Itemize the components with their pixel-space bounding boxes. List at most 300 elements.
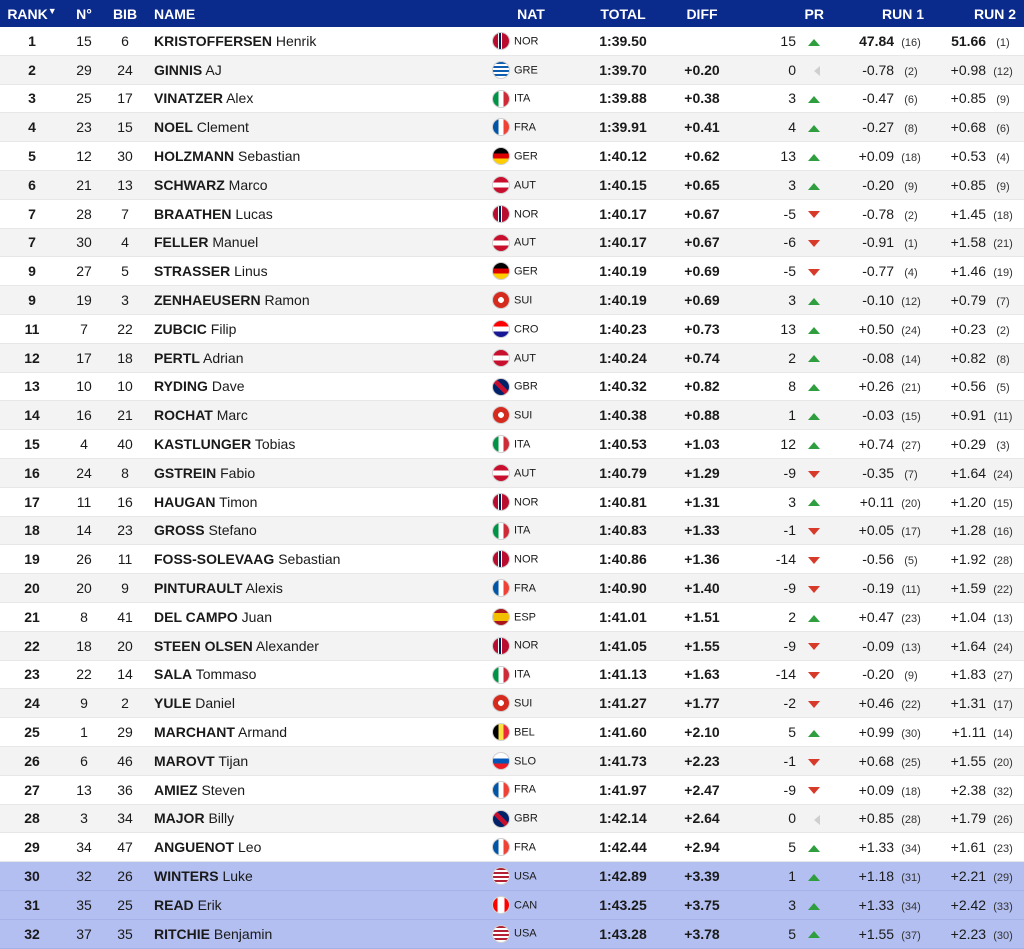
athlete-last-name: GSTREIN	[154, 464, 217, 481]
position-change-value: -9	[783, 580, 796, 597]
nation-code: ITA	[514, 92, 531, 105]
run1-time: +1.18	[858, 868, 895, 884]
run2-rank: (26)	[993, 814, 1013, 827]
run1-cell	[834, 833, 932, 862]
flag-icon	[492, 694, 510, 712]
header-nat[interactable]: NAT	[482, 0, 580, 27]
bib-cell: 17	[104, 84, 146, 113]
athlete-first-name: Armand	[238, 724, 288, 741]
athlete-first-name: Steven	[201, 781, 246, 798]
bib-cell: 35	[104, 919, 146, 948]
athlete-name-cell[interactable]	[146, 487, 482, 516]
nation-code: GRE	[514, 63, 538, 76]
bib-cell: 46	[104, 746, 146, 775]
bib-cell: 16	[104, 487, 146, 516]
position-change-value: -2	[783, 695, 796, 712]
athlete-name-cell[interactable]	[146, 631, 482, 660]
athlete-name-cell[interactable]	[146, 430, 482, 459]
athlete-first-name: Fabio	[220, 464, 256, 481]
trend-up-icon	[808, 413, 820, 420]
athlete-name-cell[interactable]	[146, 602, 482, 631]
run1-time: -0.78	[862, 205, 895, 222]
run1-time: 47.84	[859, 32, 895, 49]
nation-code: NOR	[514, 207, 539, 220]
nation-cell	[482, 833, 580, 862]
run2-cell	[932, 55, 1024, 84]
run2-time: +1.79	[950, 810, 987, 827]
run2-cell	[932, 862, 1024, 891]
flag-icon	[492, 493, 510, 511]
run2-rank: (16)	[993, 526, 1013, 539]
run1-cell	[834, 746, 932, 775]
rank-cell: 25	[0, 718, 64, 747]
position-change-value: -9	[783, 637, 796, 654]
table-row[interactable]	[0, 574, 1024, 603]
athlete-last-name: HOLZMANN	[154, 148, 235, 165]
athlete-first-name: Daniel	[195, 695, 235, 712]
total-time-cell: 1:40.19	[580, 286, 666, 315]
table-row[interactable]	[0, 631, 1024, 660]
table-row[interactable]	[0, 833, 1024, 862]
run1-rank: (34)	[901, 900, 921, 913]
position-change-value: -9	[783, 464, 796, 481]
nation-cell	[482, 55, 580, 84]
table-row[interactable]	[0, 545, 1024, 574]
run2-time: +1.46	[950, 263, 987, 280]
run2-rank: (11)	[993, 411, 1013, 424]
position-change-value: 13	[780, 148, 796, 165]
athlete-name-cell[interactable]	[146, 746, 482, 775]
athlete-first-name: Billy	[208, 810, 235, 827]
total-time-cell: 1:41.01	[580, 602, 666, 631]
total-time-cell: 1:40.23	[580, 314, 666, 343]
nation-cell	[482, 199, 580, 228]
athlete-first-name: Benjamin	[213, 925, 273, 942]
flag-icon	[492, 320, 510, 338]
athlete-last-name: SCHWARZ	[154, 176, 225, 193]
trend-same-icon	[814, 66, 820, 76]
bib-cell: 9	[104, 574, 146, 603]
nation-code: BEL	[514, 726, 535, 739]
position-change-value: -1	[783, 522, 796, 539]
run1-time: -0.09	[862, 637, 895, 654]
run2-time: +0.82	[950, 349, 987, 366]
position-change-cell	[738, 458, 834, 487]
flag-icon	[492, 205, 510, 223]
rank-cell: 13	[0, 372, 64, 401]
athlete-name-cell[interactable]	[146, 689, 482, 718]
flag-icon	[492, 378, 510, 396]
bib-cell: 7	[104, 199, 146, 228]
table-row[interactable]	[0, 689, 1024, 718]
athlete-name-cell[interactable]	[146, 55, 482, 84]
athlete-name-cell[interactable]	[146, 458, 482, 487]
athlete-name-cell[interactable]	[146, 574, 482, 603]
run2-rank: (8)	[996, 353, 1010, 366]
rank-cell: 1	[0, 27, 64, 55]
run2-rank: (14)	[993, 728, 1013, 741]
rank-cell: 18	[0, 516, 64, 545]
trend-up-icon	[808, 327, 820, 334]
total-time-cell: 1:39.88	[580, 84, 666, 113]
nation-cell	[482, 545, 580, 574]
athlete-name-cell[interactable]	[146, 113, 482, 142]
athlete-name-cell[interactable]	[146, 199, 482, 228]
rank-cell: 23	[0, 660, 64, 689]
run2-cell	[932, 804, 1024, 833]
flag-icon	[492, 925, 510, 943]
run1-cell	[834, 919, 932, 948]
table-row[interactable]	[0, 660, 1024, 689]
flag-icon	[492, 896, 510, 914]
run2-time: +0.53	[950, 148, 987, 165]
nation-cell	[482, 142, 580, 171]
trend-up-icon	[808, 298, 820, 305]
run1-time: +0.99	[858, 724, 895, 741]
position-change-value: 1	[788, 407, 796, 424]
position-change-cell	[738, 862, 834, 891]
position-change-value: 1	[788, 868, 796, 884]
athlete-name-cell[interactable]	[146, 833, 482, 862]
table-row[interactable]	[0, 170, 1024, 199]
total-time-cell: 1:41.60	[580, 718, 666, 747]
athlete-name-cell[interactable]	[146, 718, 482, 747]
run1-time: -0.47	[862, 90, 895, 107]
trend-up-icon	[808, 125, 820, 132]
athlete-last-name: YULE	[154, 695, 192, 712]
position-change-cell	[738, 113, 834, 142]
run1-time: +0.05	[858, 522, 895, 539]
athlete-first-name: Marc	[216, 407, 248, 424]
position-change-value: 2	[788, 349, 796, 366]
nation-cell	[482, 689, 580, 718]
run2-cell	[932, 487, 1024, 516]
table-row[interactable]	[0, 602, 1024, 631]
nation-code: FRA	[514, 783, 536, 796]
start-number-cell: 14	[64, 516, 104, 545]
run2-cell	[932, 689, 1024, 718]
nation-cell	[482, 228, 580, 257]
athlete-first-name: Tommaso	[195, 666, 257, 683]
athlete-name-cell[interactable]	[146, 84, 482, 113]
nation-code: SUI	[514, 294, 533, 307]
nation-cell	[482, 343, 580, 372]
table-row[interactable]	[0, 199, 1024, 228]
athlete-last-name: STRASSER	[154, 263, 231, 280]
table-row[interactable]	[0, 314, 1024, 343]
run1-rank: (2)	[904, 209, 918, 222]
nation-code: AUT	[514, 236, 536, 249]
athlete-name-cell[interactable]	[146, 775, 482, 804]
position-change-value: 12	[780, 436, 796, 453]
athlete-name-cell[interactable]	[146, 286, 482, 315]
header-bib[interactable]: BIB	[104, 0, 146, 27]
run1-time: +1.33	[858, 896, 895, 913]
athlete-name-cell[interactable]	[146, 170, 482, 199]
flag-icon	[492, 147, 510, 165]
start-number-cell: 29	[64, 55, 104, 84]
run1-rank: (27)	[901, 440, 921, 453]
run2-cell	[932, 660, 1024, 689]
diff-cell: +1.63	[666, 660, 738, 689]
athlete-last-name: BRAATHEN	[154, 205, 232, 222]
header-rank[interactable]	[0, 0, 64, 27]
athlete-first-name: Tobias	[254, 436, 296, 453]
run2-time: +0.85	[950, 90, 987, 107]
run1-rank: (8)	[904, 123, 918, 136]
athlete-name-cell[interactable]	[146, 545, 482, 574]
athlete-name-cell[interactable]	[146, 862, 482, 891]
position-change-value: 3	[788, 896, 796, 913]
nation-code: AUT	[514, 467, 536, 479]
nation-code: FRA	[514, 121, 536, 134]
table-row[interactable]	[0, 804, 1024, 833]
total-time-cell: 1:40.12	[580, 142, 666, 171]
run1-rank: (9)	[904, 180, 918, 193]
diff-cell: +0.88	[666, 401, 738, 430]
table-row[interactable]	[0, 919, 1024, 948]
athlete-name-cell[interactable]	[146, 401, 482, 430]
athlete-name-cell[interactable]	[146, 804, 482, 833]
flag-icon	[492, 781, 510, 799]
athlete-name-cell[interactable]	[146, 919, 482, 948]
total-time-cell: 1:39.91	[580, 113, 666, 142]
flag-icon	[492, 810, 510, 828]
start-number-cell: 27	[64, 257, 104, 286]
run2-time: +1.64	[950, 637, 987, 654]
athlete-name-cell[interactable]	[146, 343, 482, 372]
rank-cell: 32	[0, 919, 64, 948]
nation-cell	[482, 27, 580, 55]
table-row[interactable]	[0, 862, 1024, 891]
header-name[interactable]: NAME	[146, 0, 482, 27]
bib-cell: 10	[104, 372, 146, 401]
athlete-name-cell[interactable]	[146, 27, 482, 55]
run1-time: -0.78	[862, 61, 895, 78]
diff-cell: +0.67	[666, 199, 738, 228]
nation-code: GER	[514, 265, 538, 278]
athlete-name-cell[interactable]	[146, 516, 482, 545]
athlete-last-name: MARCHANT	[154, 724, 235, 741]
start-number-cell: 24	[64, 458, 104, 487]
start-number-cell: 11	[64, 487, 104, 516]
athlete-last-name: ROCHAT	[154, 407, 213, 424]
bib-cell: 25	[104, 890, 146, 919]
run1-time: -0.19	[862, 580, 895, 597]
run2-rank: (13)	[993, 612, 1013, 625]
position-change-cell	[738, 804, 834, 833]
run1-time: +0.26	[858, 378, 895, 395]
run2-rank: (27)	[993, 670, 1013, 683]
run2-time: +2.42	[950, 896, 987, 913]
header-pr[interactable]: PR	[738, 0, 834, 27]
table-row[interactable]	[0, 718, 1024, 747]
flag-icon	[492, 608, 510, 626]
diff-cell: +1.77	[666, 689, 738, 718]
run2-time: +1.61	[950, 839, 987, 856]
athlete-last-name: KRISTOFFERSEN	[154, 32, 272, 49]
flag-icon	[492, 262, 510, 280]
diff-cell: +1.31	[666, 487, 738, 516]
header-total[interactable]: TOTAL	[580, 0, 666, 27]
bib-cell: 2	[104, 689, 146, 718]
header-no[interactable]: N°	[64, 0, 104, 27]
position-change-value: -1	[783, 752, 796, 769]
run1-time: -0.91	[862, 234, 895, 251]
run2-cell	[932, 631, 1024, 660]
run1-rank: (2)	[904, 65, 918, 78]
total-time-cell: 1:42.14	[580, 804, 666, 833]
run1-cell	[834, 775, 932, 804]
run1-cell	[834, 516, 932, 545]
run1-cell	[834, 862, 932, 891]
athlete-last-name: SALA	[154, 666, 193, 683]
run2-cell	[932, 27, 1024, 55]
nation-code: ESP	[514, 610, 537, 623]
header-rank-label: RANK	[7, 5, 48, 22]
table-row[interactable]	[0, 55, 1024, 84]
run2-cell	[932, 602, 1024, 631]
header-run2[interactable]: RUN 2	[932, 0, 1024, 27]
table-row[interactable]	[0, 228, 1024, 257]
total-time-cell: 1:43.28	[580, 919, 666, 948]
bib-cell: 22	[104, 314, 146, 343]
position-change-cell	[738, 142, 834, 171]
nation-code: AUT	[514, 179, 536, 192]
athlete-name-cell[interactable]	[146, 228, 482, 257]
position-change-cell	[738, 84, 834, 113]
bib-cell: 26	[104, 862, 146, 891]
position-change-value: 5	[788, 724, 796, 741]
flag-icon	[492, 32, 510, 50]
position-change-cell	[738, 718, 834, 747]
run2-cell	[932, 746, 1024, 775]
athlete-first-name: Alexis	[245, 580, 283, 597]
table-row[interactable]	[0, 372, 1024, 401]
run1-cell	[834, 27, 932, 55]
total-time-cell: 1:40.90	[580, 574, 666, 603]
run1-time: -0.03	[862, 407, 895, 424]
run1-cell	[834, 343, 932, 372]
trend-up-icon	[808, 874, 820, 881]
athlete-last-name: NOEL	[154, 119, 193, 136]
run2-time: +1.04	[950, 608, 987, 625]
position-change-value: 0	[788, 61, 796, 78]
position-change-cell	[738, 516, 834, 545]
header-diff[interactable]: DIFF	[666, 0, 738, 27]
bib-cell: 29	[104, 718, 146, 747]
table-row[interactable]	[0, 430, 1024, 459]
run2-rank: (15)	[993, 497, 1013, 510]
table-row[interactable]	[0, 84, 1024, 113]
table-row[interactable]	[0, 27, 1024, 55]
bib-cell: 5	[104, 257, 146, 286]
table-row[interactable]	[0, 487, 1024, 516]
total-time-cell: 1:40.86	[580, 545, 666, 574]
run1-time: -0.77	[862, 263, 895, 280]
run1-rank: (21)	[901, 382, 921, 395]
position-change-cell	[738, 343, 834, 372]
trend-up-icon	[808, 96, 820, 103]
total-time-cell: 1:41.13	[580, 660, 666, 689]
nation-cell	[482, 458, 580, 487]
athlete-first-name: Erik	[197, 896, 222, 913]
nation-code: GBR	[514, 380, 538, 393]
nation-code: ITA	[514, 524, 531, 537]
position-change-cell	[738, 487, 834, 516]
athlete-name-cell[interactable]	[146, 142, 482, 171]
trend-up-icon	[808, 39, 820, 46]
table-row[interactable]	[0, 775, 1024, 804]
start-number-cell: 1	[64, 718, 104, 747]
diff-cell: +1.40	[666, 574, 738, 603]
run1-cell	[834, 257, 932, 286]
table-row[interactable]	[0, 516, 1024, 545]
run2-cell	[932, 199, 1024, 228]
rank-cell: 5	[0, 142, 64, 171]
nation-code: SLO	[514, 754, 537, 767]
athlete-name-cell[interactable]	[146, 372, 482, 401]
rank-cell: 27	[0, 775, 64, 804]
run2-cell	[932, 516, 1024, 545]
rank-cell: 28	[0, 804, 64, 833]
run1-cell	[834, 631, 932, 660]
athlete-first-name: Ramon	[264, 292, 310, 309]
table-row[interactable]	[0, 257, 1024, 286]
run2-cell	[932, 84, 1024, 113]
table-row[interactable]	[0, 142, 1024, 171]
run2-cell	[932, 718, 1024, 747]
flag-icon	[492, 752, 510, 770]
total-time-cell: 1:40.17	[580, 199, 666, 228]
nation-code: FRA	[514, 841, 536, 854]
rank-cell: 17	[0, 487, 64, 516]
diff-cell: +0.62	[666, 142, 738, 171]
athlete-first-name: Clement	[196, 119, 249, 136]
position-change-cell	[738, 170, 834, 199]
rank-cell: 12	[0, 343, 64, 372]
table-row[interactable]	[0, 343, 1024, 372]
header-run1[interactable]: RUN 1	[834, 0, 932, 27]
run2-time: +1.28	[950, 522, 987, 539]
bib-cell: 30	[104, 142, 146, 171]
athlete-name-cell[interactable]	[146, 257, 482, 286]
table-row[interactable]	[0, 401, 1024, 430]
nation-code: ITA	[514, 668, 531, 681]
position-change-value: 0	[788, 810, 796, 827]
athlete-last-name: HAUGAN	[154, 493, 216, 510]
position-change-value: 15	[780, 32, 796, 49]
run2-rank: (20)	[993, 756, 1013, 769]
run1-rank: (13)	[901, 641, 921, 654]
athlete-name-cell[interactable]	[146, 660, 482, 689]
trend-up-icon	[808, 903, 820, 910]
diff-cell: +2.10	[666, 718, 738, 747]
table-row[interactable]	[0, 113, 1024, 142]
position-change-cell	[738, 314, 834, 343]
total-time-cell: 1:40.15	[580, 170, 666, 199]
total-time-cell: 1:41.27	[580, 689, 666, 718]
table-row[interactable]	[0, 286, 1024, 315]
start-number-cell: 37	[64, 919, 104, 948]
run1-rank: (11)	[901, 584, 921, 597]
run2-time: +1.55	[950, 752, 987, 769]
flag-icon	[492, 867, 510, 885]
run1-rank: (6)	[904, 94, 918, 107]
athlete-name-cell[interactable]	[146, 314, 482, 343]
table-row[interactable]	[0, 746, 1024, 775]
table-row[interactable]	[0, 458, 1024, 487]
